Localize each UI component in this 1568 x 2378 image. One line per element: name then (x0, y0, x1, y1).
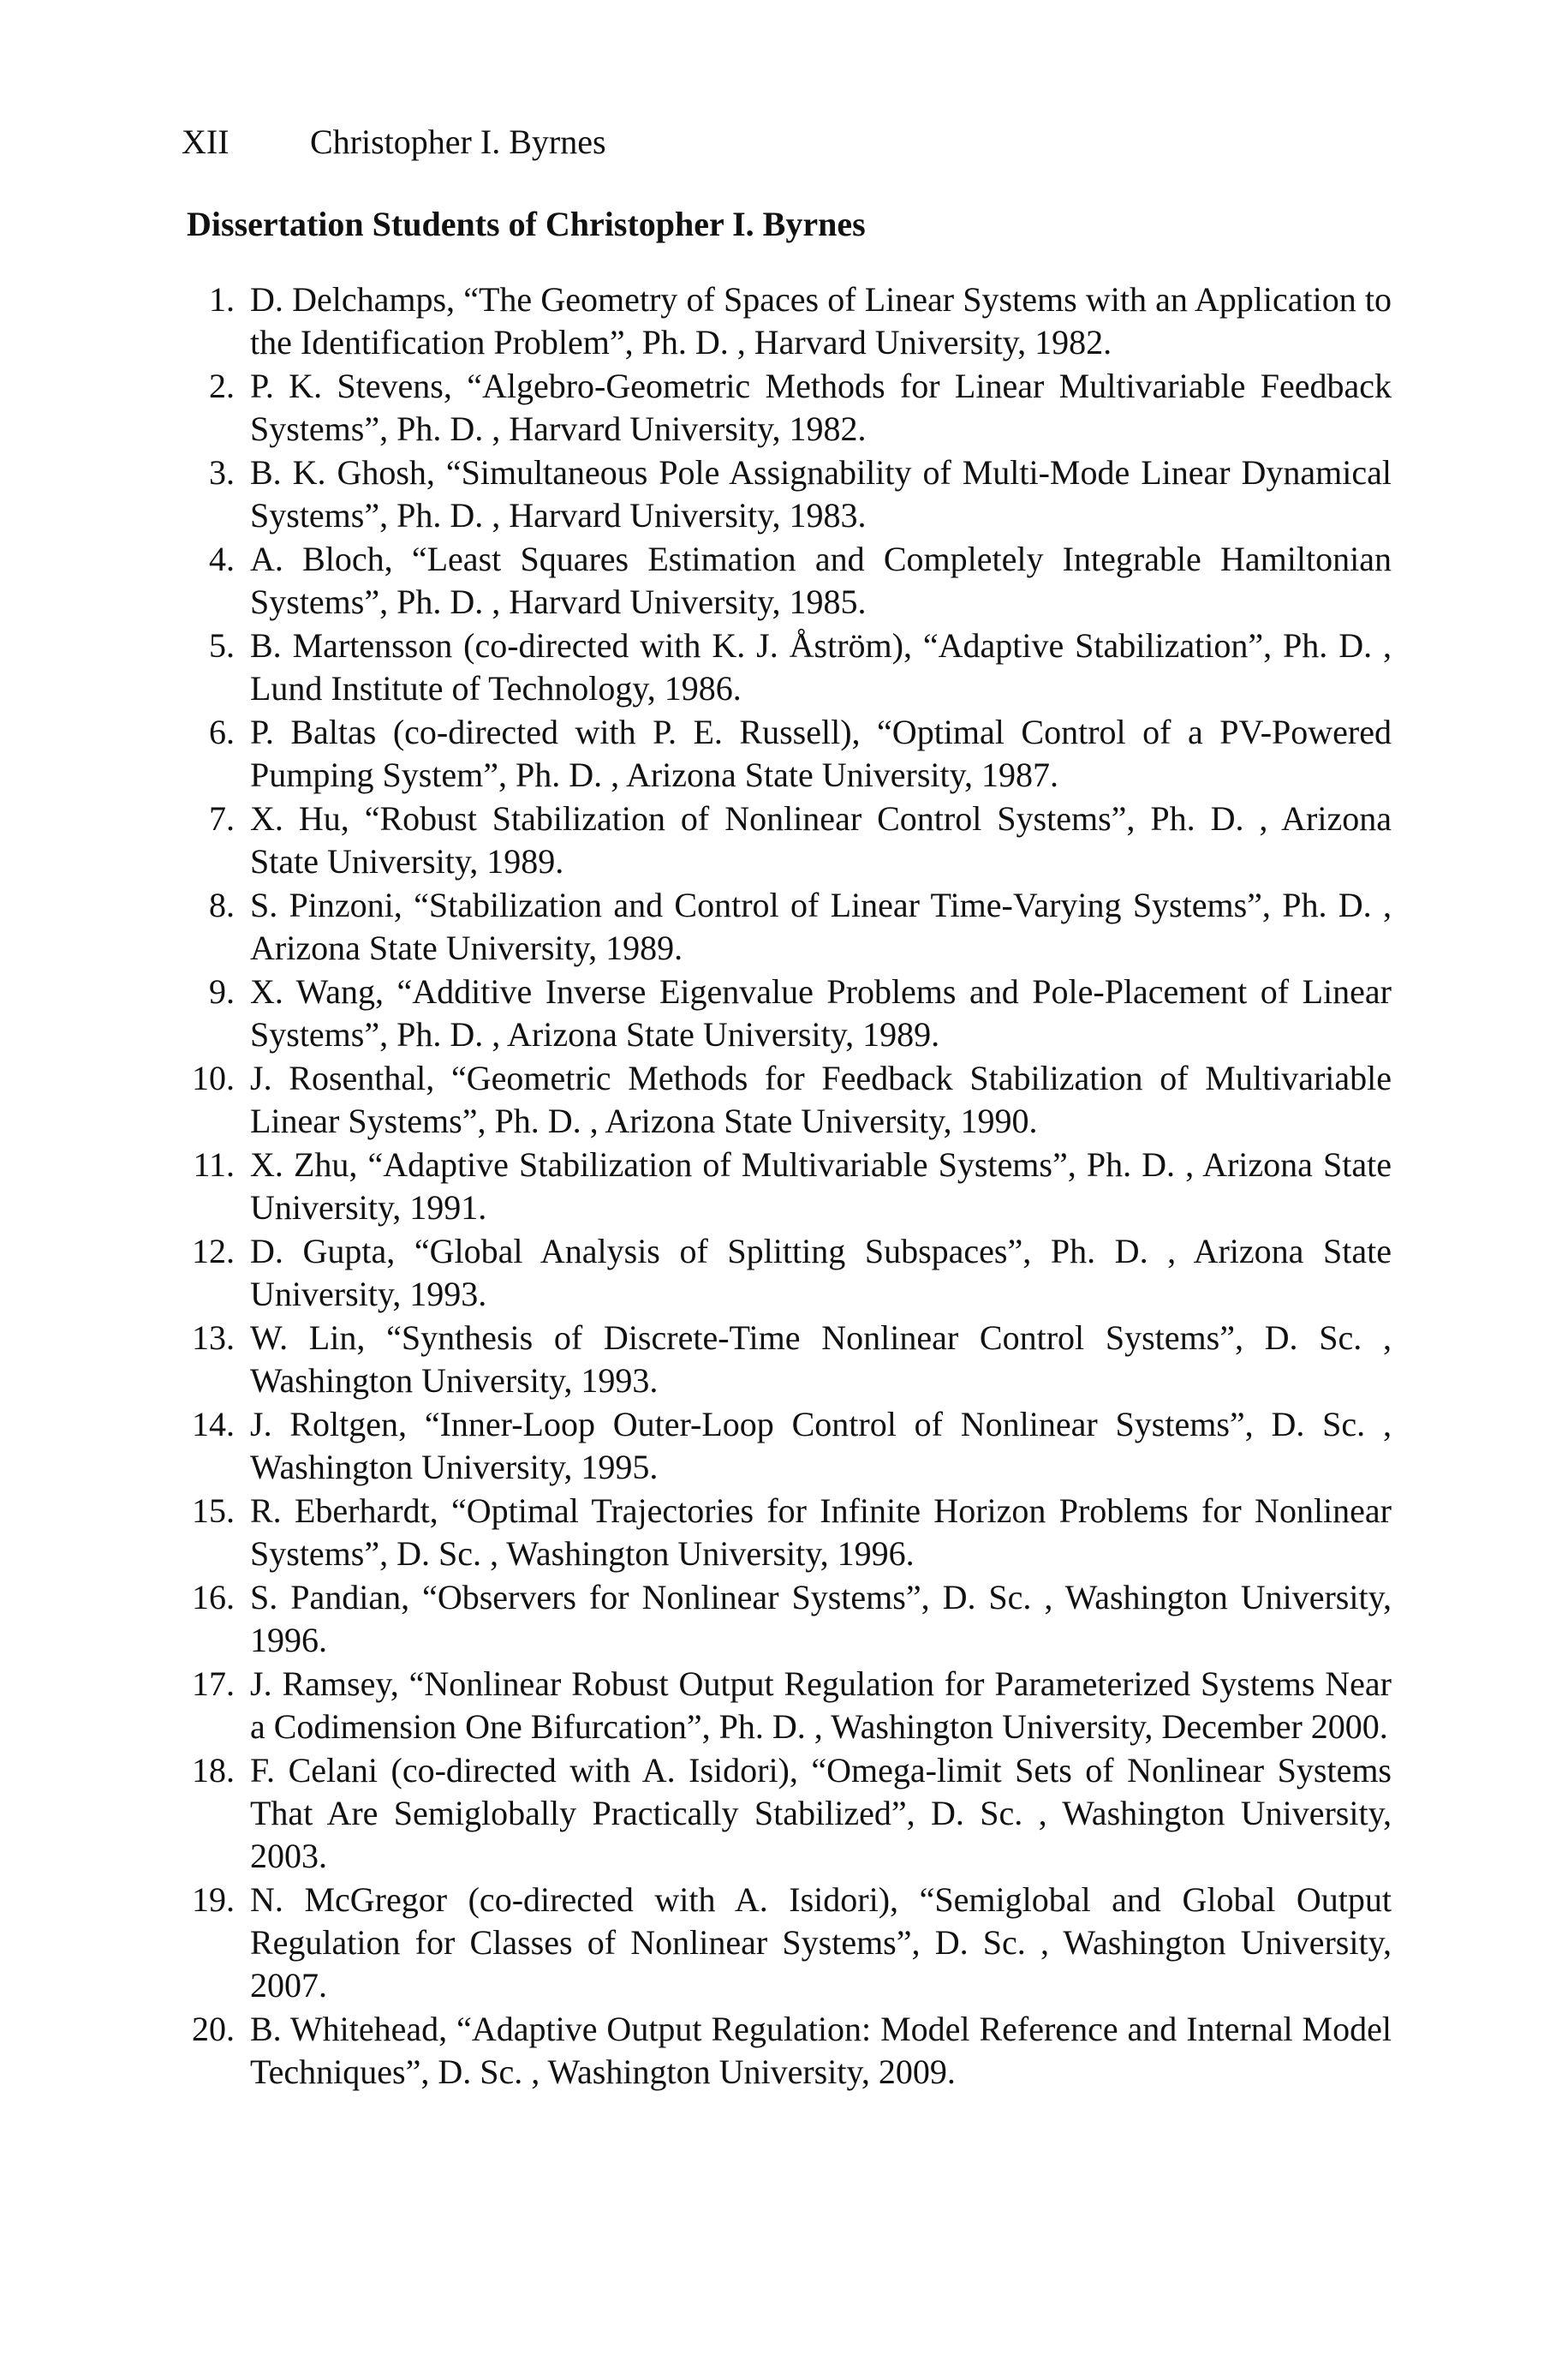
item-text: N. McGregor (co-directed with A. Isidori), “Semiglobal and Global Output Regulation for Classes of Nonlinear Systems”, D. Sc. , Washington University, 2007. (250, 1880, 1392, 2005)
item-text: W. Lin, “Synthesis of Discrete-Time Nonlinear Control Systems”, D. Sc. , Washington University, 1993. (250, 1318, 1392, 1400)
page-header (182, 122, 606, 161)
item-number: 4. (209, 540, 235, 578)
item-text: P. Baltas (co-directed with P. E. Russell), “Optimal Control of a PV-Powered Pumping System”, Ph. D. , Arizona State University, 1987. (250, 713, 1392, 794)
item-text: B. Whitehead, “Adaptive Output Regulation: Model Reference and Internal Model Techniques”, D. Sc. , Washington University, 2009. (250, 2010, 1392, 2091)
item-number: 15. (192, 1491, 235, 1530)
item-number: 19. (192, 1880, 235, 1919)
list-item (188, 711, 1392, 797)
item-number: 8. (209, 886, 235, 924)
item-number: 7. (209, 799, 235, 838)
list-item (188, 1317, 1392, 1402)
item-text: X. Wang, “Additive Inverse Eigenvalue Problems and Pole-Placement of Linear Systems”, Ph. D. , Arizona State University, 1989. (250, 972, 1392, 1054)
item-text: J. Ramsey, “Nonlinear Robust Output Regulation for Parameterized Systems Near a Codimension One Bifurcation”, Ph. D. , Washington University, December 2000. (250, 1664, 1392, 1746)
item-number: 20. (192, 2010, 235, 2048)
list-item (188, 1144, 1392, 1229)
item-text: X. Zhu, “Adaptive Stabilization of Multivariable Systems”, Ph. D. , Arizona State University, 1991. (250, 1145, 1392, 1227)
item-text: S. Pandian, “Observers for Nonlinear Systems”, D. Sc. , Washington University, 1996. (250, 1578, 1392, 1659)
list-item (188, 365, 1392, 451)
item-number: 2. (209, 367, 235, 405)
item-text: X. Hu, “Robust Stabilization of Nonlinear Control Systems”, Ph. D. , Arizona State University, 1989. (250, 799, 1392, 881)
list-item (188, 1663, 1392, 1748)
list-item (188, 451, 1392, 537)
page-number: XII (182, 122, 230, 161)
item-text: J. Rosenthal, “Geometric Methods for Feedback Stabilization of Multivariable Linear Systems”, Ph. D. , Arizona State University, 1990. (250, 1059, 1392, 1140)
item-number: 6. (209, 713, 235, 751)
item-text: S. Pinzoni, “Stabilization and Control of Linear Time-Varying Systems”, Ph. D. , Arizona State University, 1989. (250, 886, 1392, 967)
list-item (188, 798, 1392, 883)
list-item (188, 884, 1392, 970)
item-number: 12. (192, 1232, 235, 1270)
item-text: P. K. Stevens, “Algebro-Geometric Methods for Linear Multivariable Feedback Systems”, Ph. D. , Harvard University, 1982. (250, 367, 1392, 448)
item-number: 11. (193, 1145, 235, 1184)
item-text: B. K. Ghosh, “Simultaneous Pole Assignability of Multi-Mode Linear Dynamical Systems”, Ph. D. , Harvard University, 1983. (250, 453, 1392, 535)
item-number: 16. (192, 1578, 235, 1616)
item-text: B. Martensson (co-directed with K. J. Åström), “Adaptive Stabilization”, Ph. D. , Lund Institute of Technology, 1986. (250, 626, 1392, 708)
list-item (188, 1749, 1392, 1878)
item-number: 5. (209, 626, 235, 665)
list-item (188, 1576, 1392, 1662)
student-list (188, 278, 1392, 2094)
item-text: D. Delchamps, “The Geometry of Spaces of Linear Systems with an Application to the Identification Problem”, Ph. D. , Harvard University, 1982. (250, 280, 1392, 361)
item-number: 9. (209, 972, 235, 1011)
list-item (188, 971, 1392, 1056)
list-item (188, 538, 1392, 624)
item-text: J. Roltgen, “Inner-Loop Outer-Loop Control of Nonlinear Systems”, D. Sc. , Washington University, 1995. (250, 1405, 1392, 1486)
item-text: D. Gupta, “Global Analysis of Splitting Subspaces”, Ph. D. , Arizona State University, 1993. (250, 1232, 1392, 1313)
list-item (188, 1230, 1392, 1316)
item-number: 13. (192, 1318, 235, 1357)
item-number: 1. (209, 280, 235, 319)
list-item (188, 1057, 1392, 1143)
list-item (188, 1403, 1392, 1489)
item-text: A. Bloch, “Least Squares Estimation and Completely Integrable Hamiltonian Systems”, Ph. D. , Harvard University, 1985. (250, 540, 1392, 621)
item-number: 17. (192, 1664, 235, 1703)
list-item (188, 1879, 1392, 2007)
item-number: 10. (192, 1059, 235, 1097)
item-number: 18. (192, 1751, 235, 1789)
item-text: R. Eberhardt, “Optimal Trajectories for Infinite Horizon Problems for Nonlinear Systems”, D. Sc. , Washington University, 1996. (250, 1491, 1392, 1573)
item-number: 14. (192, 1405, 235, 1443)
item-number: 3. (209, 453, 235, 492)
list-item (188, 2008, 1392, 2094)
list-item (188, 624, 1392, 710)
item-text: F. Celani (co-directed with A. Isidori), “Omega-limit Sets of Nonlinear Systems That Are Semiglobally Practically Stabilized”, D. Sc. , Washington University, 2003. (250, 1751, 1392, 1875)
section-title: Dissertation Students of Christopher I. Byrnes (187, 205, 866, 243)
list-item (188, 1490, 1392, 1575)
list-item (188, 278, 1392, 364)
running-head: Christopher I. Byrnes (310, 122, 606, 161)
